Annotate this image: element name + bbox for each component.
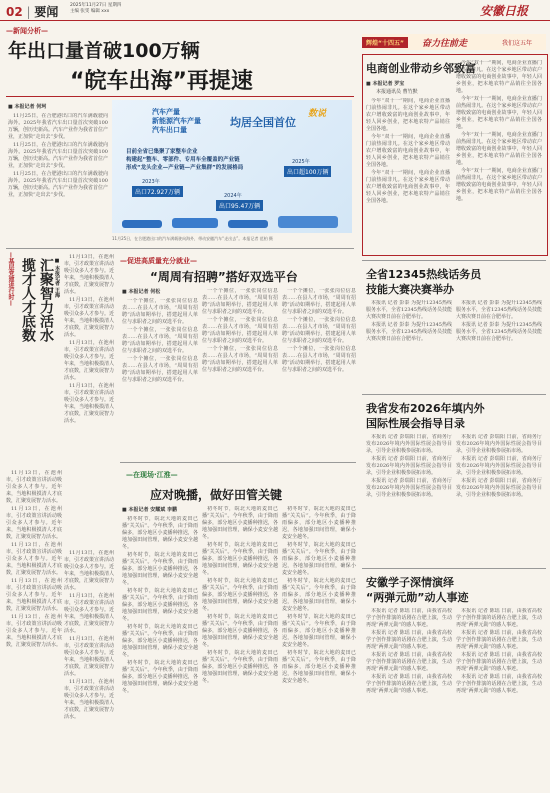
infographic-value-1: 出口72.927万辆 xyxy=(132,186,183,197)
vertical-byline: ■ 本报记者 王海 xyxy=(54,258,60,298)
story-4-body-col-2: 本报讯 记者 彭瑞阳 日前，省商务厅发布2026年境内外国际性展会指导目录，引导企业积极参展拓市场。 本报讯 记者 彭瑞阳 日前，省商务厅发布2026年境内外国际性展会指导目录，引导企业积极参展拓市场。 本报讯 记者 彭瑞阳 日前，省商务厅发布2026年境内外国际性展会指导目录，引导企业积极参展拓市场。 xyxy=(456,434,542,498)
divider xyxy=(362,394,546,395)
vertical-body-col-3: 11月13日，在池州市，引才政策宣讲活动吸引众多人才参与。近年来，当地积极摸清人才底数，汇聚发展智力活水。 11月13日，在池州市，引才政策宣讲活动吸引众多人才参与。近年来，当地积极摸清人才底数，汇聚发展智力活水。 11月13日，在池州市，引才政策宣讲活动吸引众多人才参与。近年来，当地积极摸清人才底数，汇聚发展智力活水。 11月13日，在池州市，引才政策宣讲活动吸引众多人才参与。近年来，当地积极摸清人才底数，汇聚发展智力活水。 xyxy=(64,550,114,720)
infographic-year-1: 2023年 xyxy=(142,179,160,185)
story-2-byline-2: 本报通讯员 曹竹默 xyxy=(376,89,418,95)
infographic-year-3: 2025年 xyxy=(292,159,310,165)
story-5-body-col-2: 本报讯 记者 陈瑶 日前，由我省高校学子创作排演的话剧在合肥上演，生动再现“两弹元勋”的感人事迹。 本报讯 记者 陈瑶 日前，由我省高校学子创作排演的话剧在合肥上演，生动再现“两弹元勋”的感人事迹。 本报讯 记者 陈瑶 日前，由我省高校学子创作排演的话剧在合肥上演，生动再现“两弹元勋”的感人事迹。 本报讯 记者 陈瑶 日前，由我省高校学子创作排演的话剧在合肥上演，生动再现“两弹元勋”的感人事迹。 xyxy=(456,608,542,694)
story-4-headline-2: 国际性展会指导目录 xyxy=(366,417,465,430)
bottom-byline: ■ 本报记者 安耀斌 李鹏 xyxy=(122,507,177,513)
newspaper-logo: 安徽日报 xyxy=(480,4,529,18)
banner-label: 辉煌“十四五” xyxy=(362,37,408,48)
infographic-banner: 汽车产量 新能源汽车产量 汽车出口量 xyxy=(152,108,201,134)
bottom-headline: 应对晚播，做好田管关键 xyxy=(150,488,283,502)
divider xyxy=(362,568,546,569)
lead-byline: ■ 本报记者 何珂 xyxy=(8,104,47,110)
divider xyxy=(362,260,546,261)
story-2-headline: 电商创业带动乡邻致富 xyxy=(366,62,476,75)
banner-tail: 我们这五年 xyxy=(502,40,533,47)
middle-body-col-1: 一个个摊位，一张张岗位信息表……在县人才市场，“周周有招聘”活动如期举行，搭建起用人单位与求职者之间的双选平台。 一个个摊位，一张张岗位信息表……在县人才市场，“周周有招聘”活动如期举行，搭建起用人单位与求职者之间的双选平台。 一个个摊位，一张张岗位信息表……在县人才市场，“周周有招聘”活动如期举行，搭建起用人单位与求职者之间的双选平台。 xyxy=(122,298,198,383)
lead-rule xyxy=(6,96,354,97)
right-banner xyxy=(362,34,546,50)
middle-kicker: —促进高质量充分就业— xyxy=(120,257,197,265)
page-number: 02 | 要闻 xyxy=(6,5,59,19)
story-2-body-col-2: 今年“双十一”期间，电商企业直播门前热闹非凡。在这个家乡地区带动农户增收致富的电商创业故事中，年轻人回乡创业，把本地农特产品销往全国各地。 今年“双十一”期间，电商企业直播门前热闹非凡。在这个家乡地区带动农户增收致富的电商创业故事中，年轻人回乡创业，把本地农特产品销往全国各地。 今年“双十一”期间，电商企业直播门前热闹非凡。在这个家乡地区带动农户增收致富的电商创业故事中，年轻人回乡创业，把本地农特产品销往全国各地。 今年“双十一”期间，电商企业直播门前热闹非凡。在这个家乡地区带动农户增收致富的电商创业故事中，年轻人回乡创业，把本地农特产品销往全国各地。 xyxy=(456,60,542,202)
middle-byline: ■ 本报记者 何松 xyxy=(122,289,161,295)
story-3-headline-1: 全省12345热线话务员 xyxy=(366,268,482,281)
story-3-body-col-1: 本报讯 记者 彭泰 为提升12345热线服务水平，全省12345热线话务员技能大赛决赛日前在合肥举行。 本报讯 记者 彭泰 为提升12345热线服务水平，全省12345热线话务员技能大赛决赛日前在合肥举行。 xyxy=(366,300,452,342)
divider xyxy=(120,462,356,463)
infographic-value-3: 出口超100万辆 xyxy=(284,166,331,177)
vertical-headline-2: 汇聚智力活水 xyxy=(38,258,54,342)
story-4-headline-1: 我省发布2026年填内外 xyxy=(366,402,485,415)
vertical-headline-1: 揽才人才底数 xyxy=(20,258,36,342)
photo-caption: 11月25日，在合肥港出口的汽车满载驶向海外，带动安徽汽车“走出去”。本报记者 范柏 摄 xyxy=(112,236,273,241)
lead-kicker: —新闻分析— xyxy=(6,27,48,35)
infographic-goals: 目前全省已集聚了家整车企业 构建起“整车、零部件、专用车全覆盖的产业链 形成“龙头企业—产业链—产业集群”的发展格局 xyxy=(126,149,244,171)
story-5-headline-2: “两弹元勋”动人事迹 xyxy=(366,591,469,604)
infographic-tag: 均居全国首位 xyxy=(230,116,296,129)
story-2-byline-1: ■ 本报记者 罗宝 xyxy=(366,81,405,87)
story-5-headline-1: 安徽学子深情演绎 xyxy=(366,576,454,589)
infographic-year-2: 2024年 xyxy=(224,193,242,199)
story-3-headline-2: 技能大赛决赛举办 xyxy=(366,283,454,296)
middle-headline: “周周有招聘”搭好双选平台 xyxy=(150,270,298,284)
bottom-body-col-2: 初冬时节，皖北大地的麦田已播“关关后”。今年秋季，由于降雨偏多，部分地区小麦播种推迟，各地加强田间管理，确保小麦安全越冬。 初冬时节，皖北大地的麦田已播“关关后”。今年秋季，由于降雨偏多，部分地区小麦播种推迟，各地加强田间管理，确保小麦安全越冬。 初冬时节，皖北大地的麦田已播“关关后”。今年秋季，由于降雨偏多，部分地区小麦播种推迟，各地加强田间管理，确保小麦安全越冬。 初冬时节，皖北大地的麦田已播“关关后”。今年秋季，由于降雨偏多，部分地区小麦播种推迟，各地加强田间管理，确保小麦安全越冬。 初冬时节，皖北大地的麦田已播“关关后”。今年秋季，由于降雨偏多，部分地区小麦播种推迟，各地加强田间管理，确保小麦安全越冬。 xyxy=(202,506,278,684)
middle-body-col-2: 一个个摊位，一张张岗位信息表……在县人才市场，“周周有招聘”活动如期举行，搭建起用人单位与求职者之间的双选平台。 一个个摊位，一张张岗位信息表……在县人才市场，“周周有招聘”活动如期举行，搭建起用人单位与求职者之间的双选平台。 一个个摊位，一张张岗位信息表……在县人才市场，“周周有招聘”活动如期举行，搭建起用人单位与求职者之间的双选平台。 xyxy=(202,288,278,373)
story-3-body-col-2: 本报讯 记者 彭泰 为提升12345热线服务水平，全省12345热线话务员技能大赛决赛日前在合肥举行。 本报讯 记者 彭泰 为提升12345热线服务水平，全省12345热线话务员技能大赛决赛日前在合肥举行。 xyxy=(456,300,542,342)
infographic-value-2: 出口95.47万辆 xyxy=(216,200,263,211)
banner-slogan: 奋力往前走 xyxy=(422,39,468,49)
vertical-category: —基层党建进行时— xyxy=(7,252,14,306)
bottom-body-col-1: 初冬时节，皖北大地的麦田已播“关关后”。今年秋季，由于降雨偏多，部分地区小麦播种推迟，各地加强田间管理，确保小麦安全越冬。 初冬时节，皖北大地的麦田已播“关关后”。今年秋季，由于降雨偏多，部分地区小麦播种推迟，各地加强田间管理，确保小麦安全越冬。 初冬时节，皖北大地的麦田已播“关关后”。今年秋季，由于降雨偏多，部分地区小麦播种推迟，各地加强田间管理，确保小麦安全越冬。 初冬时节，皖北大地的麦田已播“关关后”。今年秋季，由于降雨偏多，部分地区小麦播种推迟，各地加强田间管理，确保小麦安全越冬。 初冬时节，皖北大地的麦田已播“关关后”。今年秋季，由于降雨偏多，部分地区小麦播种推迟，各地加强田间管理，确保小麦安全越冬。 xyxy=(122,516,198,694)
bottom-body-col-3: 初冬时节，皖北大地的麦田已播“关关后”。今年秋季，由于降雨偏多，部分地区小麦播种推迟，各地加强田间管理，确保小麦安全越冬。 初冬时节，皖北大地的麦田已播“关关后”。今年秋季，由于降雨偏多，部分地区小麦播种推迟，各地加强田间管理，确保小麦安全越冬。 初冬时节，皖北大地的麦田已播“关关后”。今年秋季，由于降雨偏多，部分地区小麦播种推迟，各地加强田间管理，确保小麦安全越冬。 初冬时节，皖北大地的麦田已播“关关后”。今年秋季，由于降雨偏多，部分地区小麦播种推迟，各地加强田间管理，确保小麦安全越冬。 初冬时节，皖北大地的麦田已播“关关后”。今年秋季，由于降雨偏多，部分地区小麦播种推迟，各地加强田间管理，确保小麦安全越冬。 xyxy=(282,506,356,684)
dateline: 2025年11月27日 星期四 主编 张雯 编辑 xxx xyxy=(70,3,122,14)
story-2-body-col-1: 今年“双十一”期间，电商企业直播门前热闹非凡。在这个家乡地区带动农户增收致富的电商创业故事中，年轻人回乡创业，把本地农特产品销往全国各地。 今年“双十一”期间，电商企业直播门前热闹非凡。在这个家乡地区带动农户增收致富的电商创业故事中，年轻人回乡创业，把本地农特产品销往全国各地。 今年“双十一”期间，电商企业直播门前热闹非凡。在这个家乡地区带动农户增收致富的电商创业故事中，年轻人回乡创业，把本地农特产品销往全国各地。 xyxy=(366,98,450,204)
car-silhouettes xyxy=(112,208,352,233)
vertical-body-col-1: 11月13日，在池州市，引才政策宣讲活动吸引众多人才参与。近年来，当地积极摸清人才底数，汇聚发展智力活水。 11月13日，在池州市，引才政策宣讲活动吸引众多人才参与。近年来，当地积极摸清人才底数，汇聚发展智力活水。 11月13日，在池州市，引才政策宣讲活动吸引众多人才参与。近年来，当地积极摸清人才底数，汇聚发展智力活水。 11月13日，在池州市，引才政策宣讲活动吸引众多人才参与。近年来，当地积极摸清人才底数，汇聚发展智力活水。 xyxy=(64,254,114,424)
vertical-body-col-2: 11月13日，在池州市，引才政策宣讲活动吸引众多人才参与。近年来，当地积极摸清人才底数，汇聚发展智力活水。 11月13日，在池州市，引才政策宣讲活动吸引众多人才参与。近年来，当地积极摸清人才底数，汇聚发展智力活水。 11月13日，在池州市，引才政策宣讲活动吸引众多人才参与。近年来，当地积极摸清人才底数，汇聚发展智力活水。 11月13日，在池州市，引才政策宣讲活动吸引众多人才参与。近年来，当地积极摸清人才底数，汇聚发展智力活水。 11月13日，在池州市，引才政策宣讲活动吸引众多人才参与。近年来，当地积极摸清人才底数，汇聚发展智力活水。 xyxy=(6,470,62,648)
divider xyxy=(6,248,354,249)
story-5-body-col-1: 本报讯 记者 陈瑶 日前，由我省高校学子创作排演的话剧在合肥上演，生动再现“两弹元勋”的感人事迹。 本报讯 记者 陈瑶 日前，由我省高校学子创作排演的话剧在合肥上演，生动再现“两弹元勋”的感人事迹。 本报讯 记者 陈瑶 日前，由我省高校学子创作排演的话剧在合肥上演，生动再现“两弹元勋”的感人事迹。 本报讯 记者 陈瑶 日前，由我省高校学子创作排演的话剧在合肥上演，生动再现“两弹元勋”的感人事迹。 xyxy=(366,608,452,694)
lead-body: 11月25日，在合肥港出口的汽车满载驶向海外。2025年我省汽车出口量首次突破100万辆，创历史新高。汽车产业作为我省首位产业，正加快“走出去”步伐。 11月25日，在合肥港出口的汽车满载驶向海外。2025年我省汽车出口量首次突破100万辆，创历史新高。汽车产业作为我省首位产业，正加快“走出去”步伐。 11月25日，在合肥港出口的汽车满载驶向海外。2025年我省汽车出口量首次突破100万辆，创历史新高。汽车产业作为我省首位产业，正加快“走出去”步伐。 xyxy=(8,113,108,198)
story-4-body-col-1: 本报讯 记者 彭瑞阳 日前，省商务厅发布2026年境内外国际性展会指导目录，引导企业积极参展拓市场。 本报讯 记者 彭瑞阳 日前，省商务厅发布2026年境内外国际性展会指导目录，引导企业积极参展拓市场。 本报讯 记者 彭瑞阳 日前，省商务厅发布2026年境内外国际性展会指导目录，引导企业积极参展拓市场。 xyxy=(366,434,452,498)
bottom-kicker: —在现场·江淮— xyxy=(126,471,178,479)
middle-body-col-3: 一个个摊位，一张张岗位信息表……在县人才市场，“周周有招聘”活动如期举行，搭建起用人单位与求职者之间的双选平台。 一个个摊位，一张张岗位信息表……在县人才市场，“周周有招聘”活动如期举行，搭建起用人单位与求职者之间的双选平台。 一个个摊位，一张张岗位信息表……在县人才市场，“周周有招聘”活动如期举行，搭建起用人单位与求职者之间的双选平台。 xyxy=(282,288,356,373)
infographic-source-tag: 数说 xyxy=(308,109,327,119)
lead-headline-2: “皖车出海”再提速 xyxy=(70,69,253,94)
lead-headline-1: 年出口量首破100万辆 xyxy=(8,40,200,62)
infographic xyxy=(112,100,352,233)
